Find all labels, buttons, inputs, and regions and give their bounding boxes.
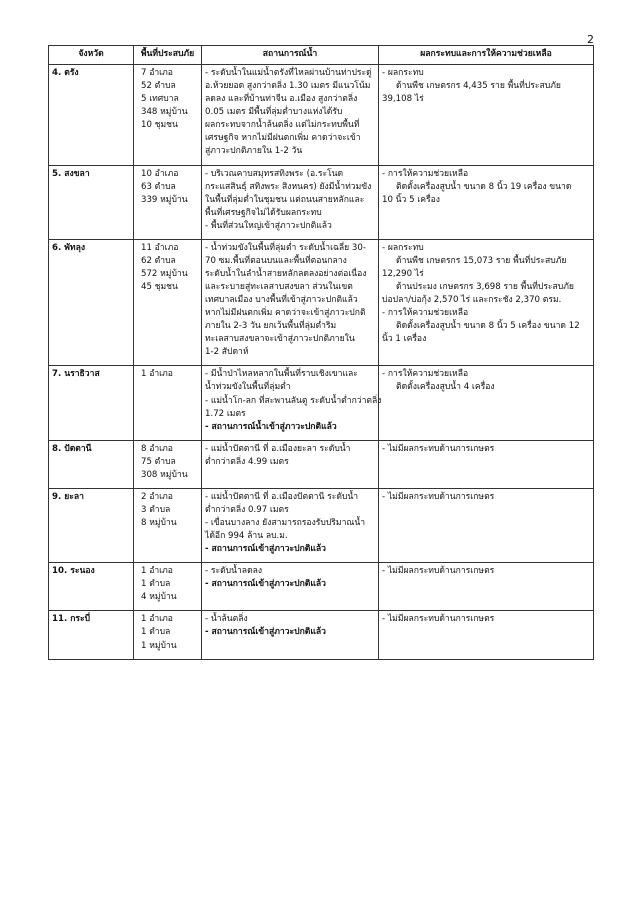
impact-line: 10 นิ้ว 5 เครื่อง — [382, 194, 440, 205]
impact-line: บ่อปลา/บ่อกุ้ง 2,570 ไร่ และกระชัง 2,370 ตรม. — [382, 295, 562, 306]
impact-line: - การให้ความช่วยเหลือ — [382, 308, 469, 319]
area-line: 10 ชุมชน — [141, 120, 178, 131]
situation-line: - ระดับน้ำลดลง — [205, 566, 263, 577]
water-situation-cell — [202, 563, 379, 611]
area-line: 5 เทศบาล — [141, 94, 179, 105]
area-line: 8 หมู่บ้าน — [141, 518, 177, 528]
impact-assistance-cell — [379, 65, 594, 165]
table-row — [49, 366, 594, 440]
impact-line: 12,290 ไร่ — [382, 268, 424, 279]
impact-line: - การให้ความช่วยเหลือ — [382, 168, 469, 179]
water-situation-cell — [202, 165, 379, 239]
situation-line: 0.05 เมตร มีพื้นที่ลุ่มต่ำบางแห่งได้รับ — [205, 107, 343, 118]
province-cell: 11. กระบี่ — [49, 611, 134, 659]
situation-line: ภายใน 2-3 วัน ยกเว้นพื้นที่ลุ่มต่ำริม — [205, 321, 337, 332]
impact-line: ติดตั้งเครื่องสูบน้ำ ขนาด 8 นิ้ว 19 เครื่อง ขนาด — [396, 181, 572, 192]
affected-area-cell — [134, 611, 202, 659]
water-situation-cell — [202, 440, 379, 488]
situation-line: กระแสสินธุ์ สทิงพระ สิงหนคร) ยังมีน้ำท่วมขัง — [205, 181, 372, 192]
situation-line: น้ำท่วมขังในพื้นที่ลุ่มต่ำ — [205, 382, 291, 393]
impact-line: ด้านพืช เกษตรกร 4,435 ราย พื้นที่ประสบภัย — [396, 81, 561, 92]
impact-line: 39,108 ไร่ — [382, 94, 424, 105]
table-row — [49, 563, 594, 611]
situation-line: - เขื่อนบางลาง ยังสามารถรองรับปริมาณน้ำ — [205, 518, 366, 528]
area-line: 1 อำเภอ — [141, 566, 173, 577]
table-row — [49, 165, 594, 239]
province-cell: 8. ปัตตานี — [49, 440, 134, 488]
area-line: 348 หมู่บ้าน — [141, 107, 188, 118]
water-situation-cell — [202, 611, 379, 659]
page-number: 2 — [587, 33, 594, 46]
impact-line: - ไม่มีผลกระทบด้านการเกษตร — [382, 491, 495, 502]
affected-area-cell — [134, 563, 202, 611]
area-line: 7 อำเภอ — [141, 68, 173, 79]
impact-assistance-cell — [379, 165, 594, 239]
affected-area-cell — [134, 440, 202, 488]
situation-line: - มีน้ำป่าไหลหลากในพื้นที่ราบเชิงเขาและ — [205, 369, 358, 380]
situation-line: ผลกระทบจากน้ำล้นตลิ่ง แต่ไม่กระทบพื้นที่ — [205, 120, 360, 131]
impact-assistance-cell — [379, 563, 594, 611]
situation-line: พื้นที่เศรษฐกิจไม่ได้รับผลกระทบ — [205, 207, 322, 218]
table-row — [49, 440, 594, 488]
table-row — [49, 488, 594, 562]
affected-area-cell — [134, 366, 202, 440]
impact-line: - ไม่มีผลกระทบด้านการเกษตร — [382, 566, 495, 577]
situation-line: 1.72 เมตร — [205, 408, 246, 419]
area-line: 45 ชุมชน — [141, 282, 178, 292]
situation-line: ต่ำกว่าตลิ่ง 4.99 เมตร — [205, 456, 289, 467]
province-cell: 10. ระนอง — [49, 563, 134, 611]
situation-line: หากไม่มีฝนตกเพิ่ม คาดว่าจะเข้าสู่ภาวะปกติ — [205, 308, 366, 319]
table-row — [49, 611, 594, 659]
impact-line: - ผลกระทบ — [382, 68, 424, 79]
water-situation-cell — [202, 65, 379, 165]
area-line: 2 อำเภอ — [141, 491, 173, 502]
situation-line: - สถานการณ์เข้าสู่ภาวะปกติแล้ว — [205, 627, 327, 638]
header-impact-assistance: ผลกระทบและการให้ความช่วยเหลือ — [379, 46, 594, 65]
impact-line: ติดตั้งเครื่องสูบน้ำ ขนาด 8 นิ้ว 5 เครื่อง ขนาด 12 — [396, 321, 580, 332]
province-cell: 4. ตรัง — [49, 65, 134, 165]
situation-line: - แม่น้ำปัตตานี ที่ อ.เมืองยะลา ระดับน้ำ — [205, 443, 351, 454]
situation-line: เทศบาลเมือง บางพื้นที่เข้าสู่ภาวะปกติแล้ว — [205, 295, 358, 306]
area-line: 572 หมู่บ้าน — [141, 268, 188, 279]
situation-line: - แม่น้ำโก-ลก ที่สะพานลันตู ระดับน้ำต่ำกว่าตลิ่ง — [205, 395, 382, 406]
province-cell: 5. สงขลา — [49, 165, 134, 239]
impact-line: - ผลกระทบ — [382, 242, 424, 253]
impact-line: - การให้ความช่วยเหลือ — [382, 369, 469, 380]
flood-situation-table — [48, 45, 594, 660]
area-line: 52 ตำบล — [141, 81, 176, 92]
situation-line: ระดับน้ำในลำน้ำสายหลักลดลงอย่างต่อเนื่อง — [205, 268, 367, 279]
area-line: 10 อำเภอ — [141, 168, 179, 179]
water-situation-cell — [202, 488, 379, 562]
situation-line: และระบายสู่ทะเลสาบสงขลา ส่วนในเขต — [205, 282, 353, 292]
area-line: 62 ตำบล — [141, 255, 176, 266]
header-water-situation: สถานการณ์น้ำ — [202, 46, 379, 65]
area-line: 1 ตำบล — [141, 627, 171, 638]
table-row — [49, 65, 594, 165]
area-line: 75 ตำบล — [141, 456, 176, 467]
area-line: 308 หมู่บ้าน — [141, 469, 188, 480]
affected-area-cell — [134, 239, 202, 366]
affected-area-cell — [134, 65, 202, 165]
impact-line: นิ้ว 1 เครื่อง — [382, 334, 427, 345]
situation-line: 1-2 สัปดาห์ — [205, 347, 249, 358]
situation-line: - แม่น้ำปัตตานี ที่ อ.เมืองปัตตานี ระดับน้ำ — [205, 491, 359, 502]
impact-line: - ไม่มีผลกระทบด้านการเกษตร — [382, 443, 495, 454]
table-header-row — [49, 46, 594, 65]
area-line: 1 ตำบล — [141, 579, 171, 590]
situation-line: ทะเลสาบสงขลาจะเข้าสู่ภาวะปกติภายใน — [205, 334, 355, 345]
header-affected-area: พื้นที่ประสบภัย — [134, 46, 202, 65]
area-line: 1 หมู่บ้าน — [141, 640, 177, 651]
area-line: 1 อำเภอ — [141, 614, 173, 625]
impact-line: ด้านประมง เกษตรกร 3,698 ราย พื้นที่ประสบภัย — [396, 282, 574, 292]
table-body — [49, 65, 594, 660]
situation-line: - น้ำล้นตลิ่ง — [205, 614, 248, 625]
impact-assistance-cell — [379, 488, 594, 562]
situation-line: - สถานการณ์เข้าสู่ภาวะปกติแล้ว — [205, 544, 327, 555]
province-cell: 9. ยะลา — [49, 488, 134, 562]
situation-line: สู่ภาวะปกติภายใน 1-2 วัน — [205, 146, 303, 157]
impact-line: ด้านพืช เกษตรกร 15,073 ราย พื้นที่ประสบภัย — [396, 255, 567, 266]
province-cell: 6. พัทลุง — [49, 239, 134, 366]
impact-line: ติดตั้งเครื่องสูบน้ำ 4 เครื่อง — [396, 382, 495, 393]
situation-line: อ.ห้วยยอด สูงกว่าตลิ่ง 1.30 เมตร มีแนวโน้ม — [205, 81, 371, 92]
water-situation-cell — [202, 239, 379, 366]
situation-line: เศรษฐกิจ หากไม่มีฝนตกเพิ่ม คาดว่าจะเข้า — [205, 133, 361, 144]
area-line: 4 หมู่บ้าน — [141, 592, 177, 603]
affected-area-cell — [134, 488, 202, 562]
table-row — [49, 239, 594, 366]
situation-line: - น้ำท่วมขังในพื้นที่ลุ่มต่ำ ระดับน้ำเฉลี่ย 30- — [205, 242, 366, 253]
affected-area-cell — [134, 165, 202, 239]
situation-line: 70 ซม.พื้นที่ตอนบนและพื้นที่ตอนกลาง — [205, 255, 347, 266]
situation-line: ต่ำกว่าตลิ่ง 0.97 เมตร — [205, 504, 289, 515]
area-line: 11 อำเภอ — [141, 242, 179, 253]
impact-assistance-cell — [379, 611, 594, 659]
situation-line: ในพื้นที่ลุ่มต่ำในชุมชน แต่ถนนสายหลักและ — [205, 194, 365, 205]
situation-line: ได้อีก 994 ล้าน ลบ.ม. — [205, 531, 288, 542]
impact-assistance-cell — [379, 440, 594, 488]
area-line: 63 ตำบล — [141, 181, 176, 192]
province-cell: 7. นราธิวาส — [49, 366, 134, 440]
water-situation-cell — [202, 366, 382, 440]
area-line: 8 อำเภอ — [141, 443, 173, 454]
situation-line: ลดลง และที่บ้านท่าจีน อ.เมือง สูงกว่าตลิ่ง — [205, 94, 358, 105]
impact-assistance-cell — [379, 239, 594, 366]
area-line: 1 อำเภอ — [141, 369, 173, 380]
header-province: จังหวัด — [49, 46, 134, 65]
impact-line: - ไม่มีผลกระทบด้านการเกษตร — [382, 614, 495, 625]
situation-line: - สถานการณ์น้ำเข้าสู่ภาวะปกติแล้ว — [205, 421, 337, 432]
area-line: 339 หมู่บ้าน — [141, 194, 188, 205]
situation-line: - ระดับน้ำในแม่น้ำตรังที่ไหลผ่านบ้านท่าประดู่ — [205, 68, 372, 79]
situation-line: - พื้นที่ส่วนใหญ่เข้าสู่ภาวะปกติแล้ว — [205, 220, 332, 231]
situation-line: - สถานการณ์เข้าสู่ภาวะปกติแล้ว — [205, 579, 327, 590]
situation-line: - บริเวณคาบสมุทรสทิงพระ (อ.ระโนด — [205, 168, 344, 179]
impact-assistance-cell — [379, 366, 594, 440]
area-line: 3 ตำบล — [141, 504, 171, 515]
